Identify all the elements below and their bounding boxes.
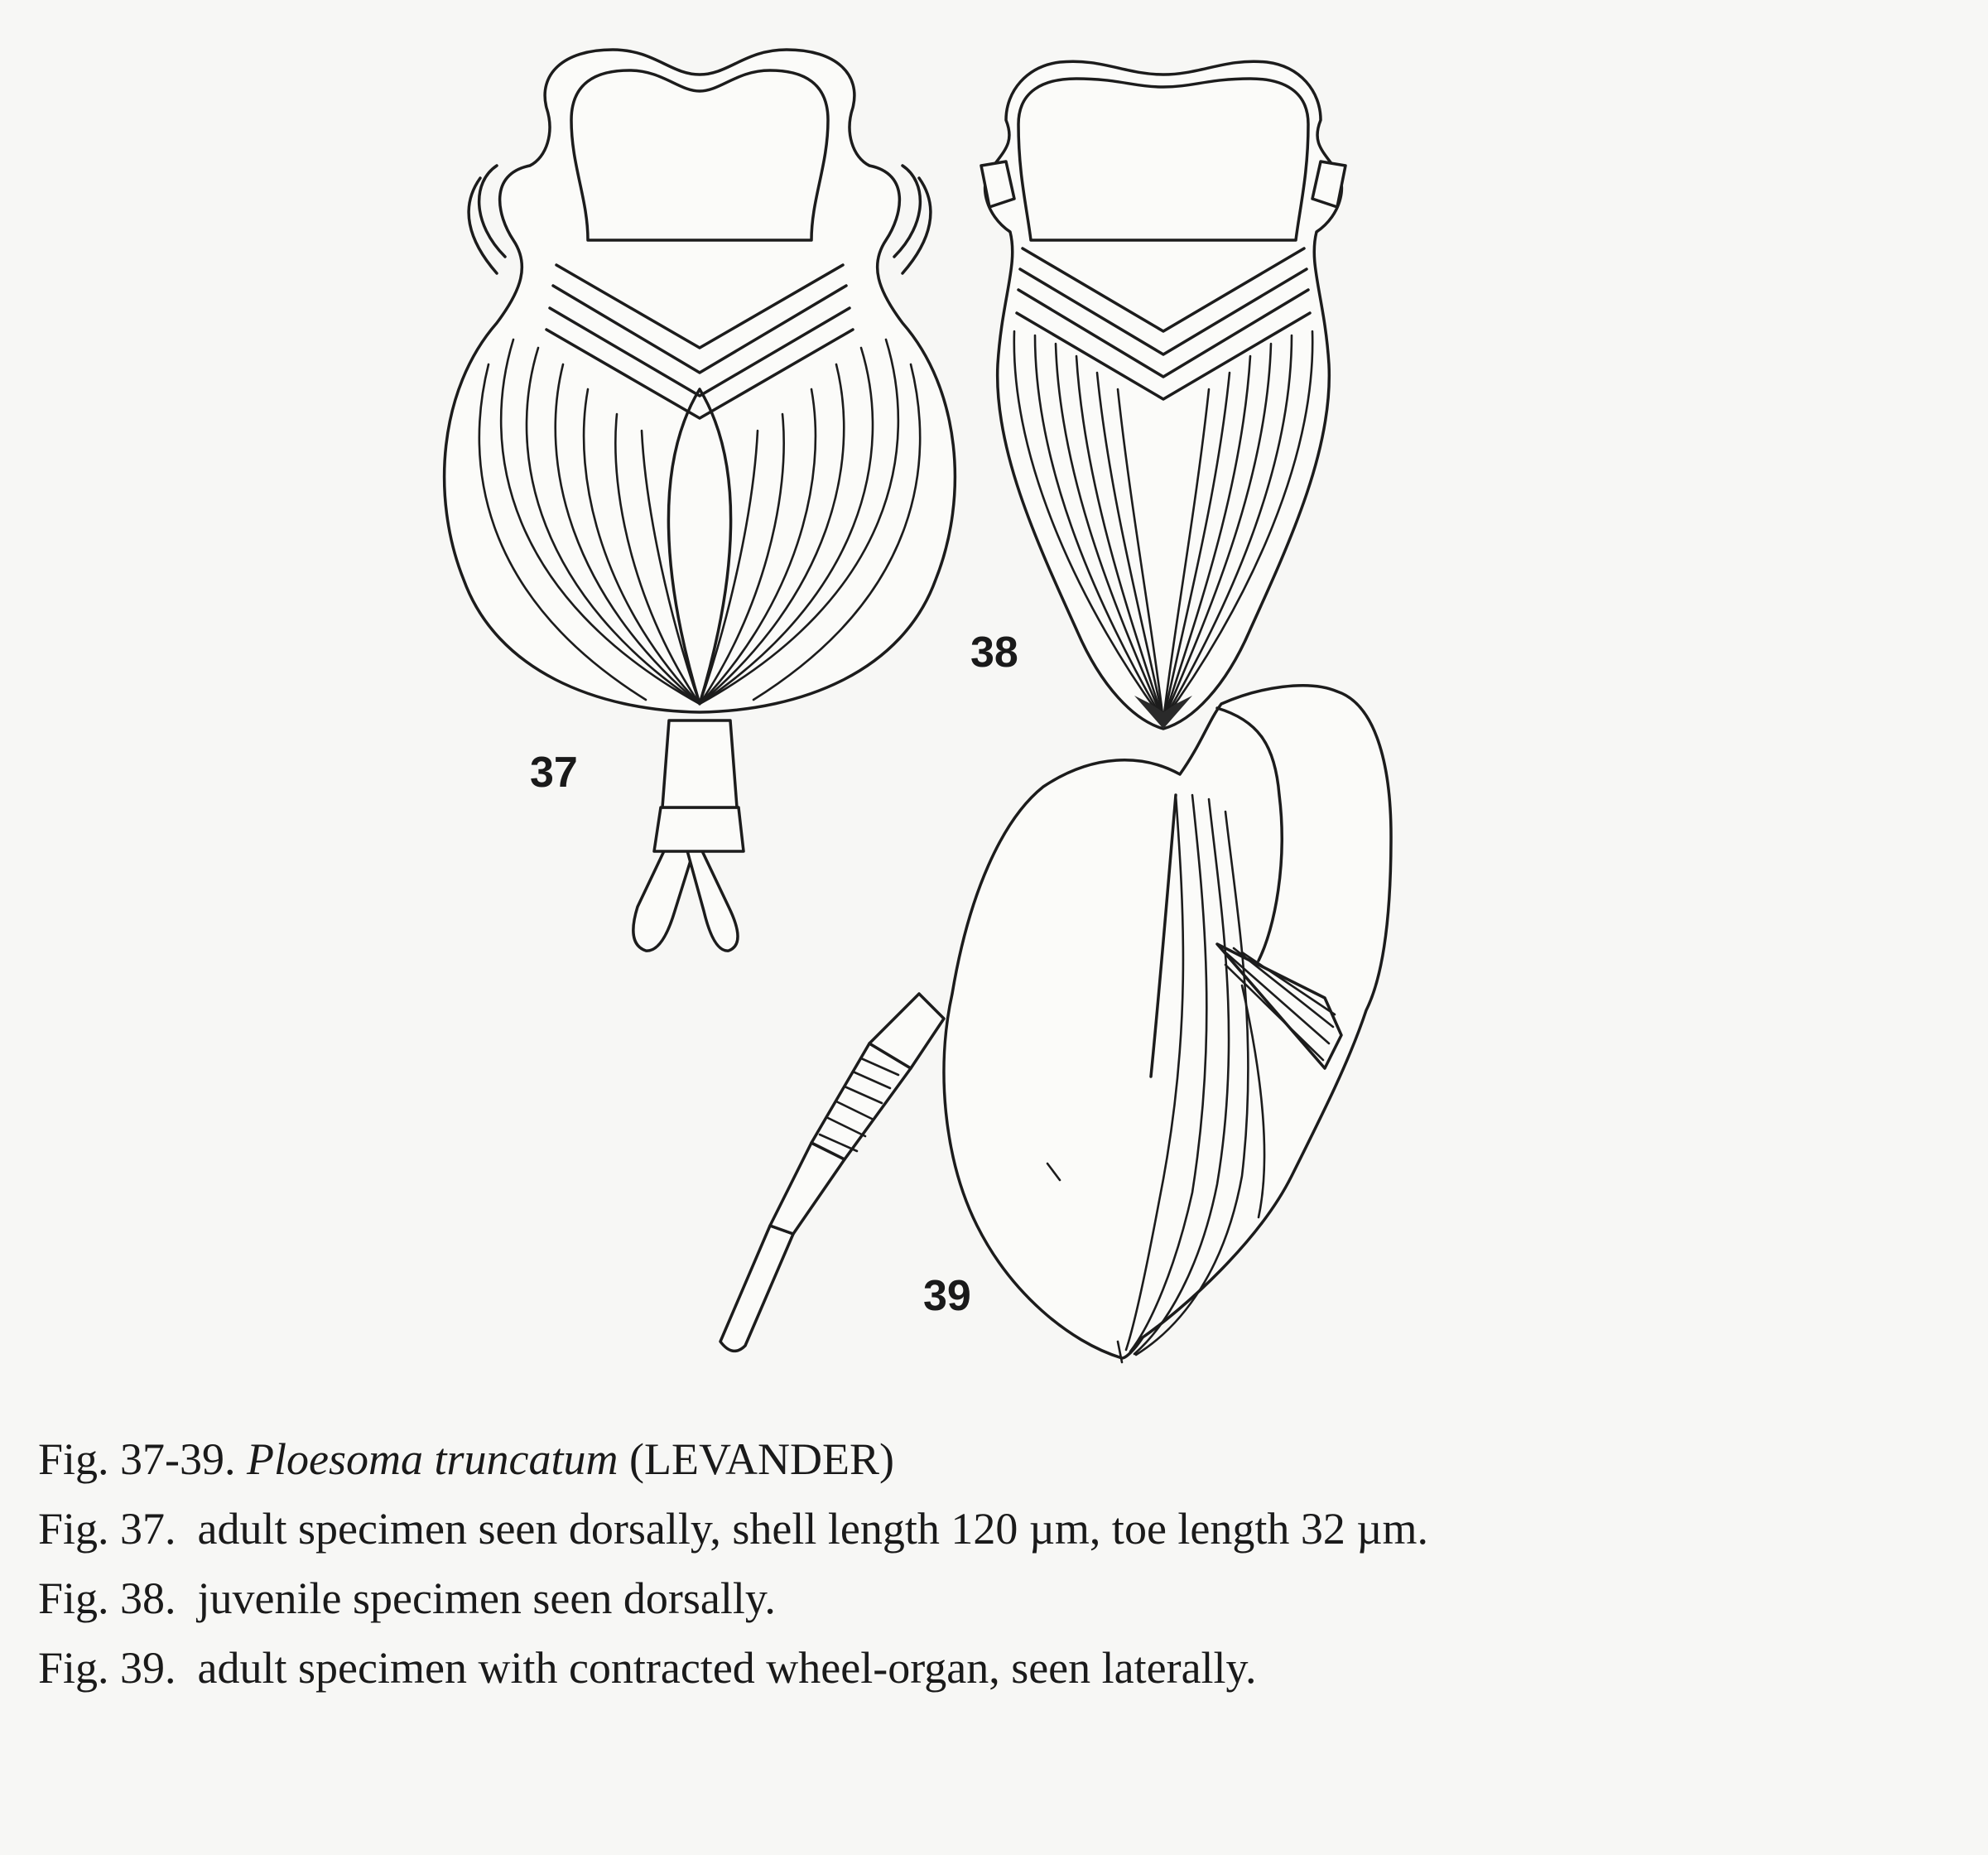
caption-species-name: Ploesoma truncatum — [247, 1434, 619, 1484]
caption-line-fig38 — [38, 1564, 1976, 1633]
caption-label: Fig. 37. — [38, 1504, 176, 1554]
caption-line-fig37 — [38, 1494, 1976, 1564]
caption-text: adult specimen seen dorsally, shell length 120 µm, toe length 32 µm. — [197, 1504, 1428, 1554]
figure-caption — [38, 1424, 1976, 1703]
figure-39-adult-lateral — [720, 686, 1391, 1362]
caption-label: Fig. 39. — [38, 1643, 176, 1693]
figure-number-39: 39 — [923, 1272, 971, 1320]
caption-label: Fig. 38. — [38, 1573, 176, 1623]
caption-heading-label: Fig. 37-39. — [38, 1434, 236, 1484]
figure-37-adult-dorsal — [445, 50, 955, 951]
caption-species-author: (LEVANDER) — [628, 1434, 894, 1484]
caption-text: adult specimen with contracted wheel-organ, seen laterally. — [197, 1643, 1257, 1693]
figure-number-37: 37 — [530, 749, 578, 797]
caption-text: juvenile specimen seen dorsally. — [197, 1573, 776, 1623]
caption-heading — [38, 1424, 1976, 1494]
figure-number-38: 38 — [970, 629, 1018, 677]
caption-line-fig39 — [38, 1633, 1976, 1703]
figure-38-juvenile-dorsal — [981, 61, 1345, 729]
